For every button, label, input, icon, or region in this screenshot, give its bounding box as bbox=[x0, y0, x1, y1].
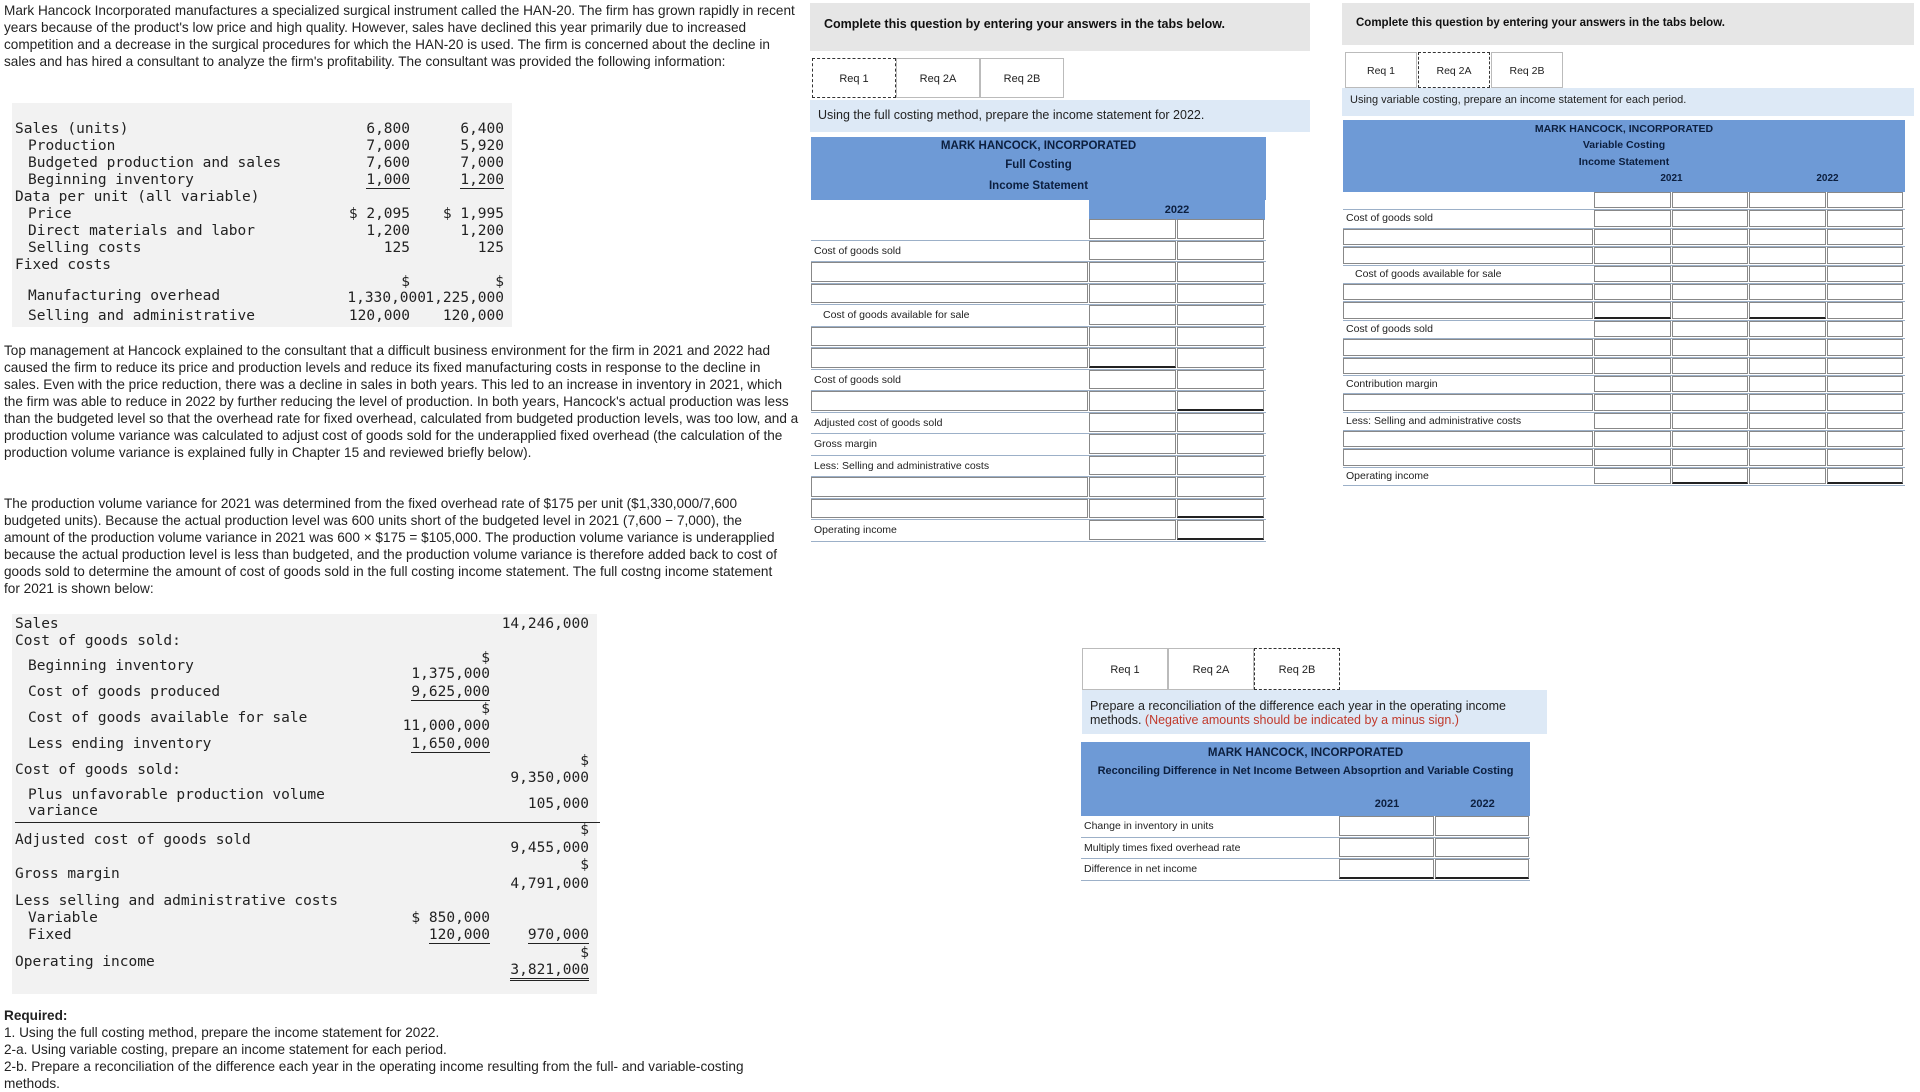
table-row bbox=[811, 348, 1266, 370]
amount-input[interactable] bbox=[1594, 266, 1671, 282]
amount-input[interactable] bbox=[1089, 284, 1176, 304]
amount-input[interactable] bbox=[1177, 305, 1264, 325]
amount-input[interactable] bbox=[1672, 376, 1748, 392]
panel2-banner: Complete this question by entering your answers in the tabs below. bbox=[1342, 3, 1914, 45]
row-label: Difference in net income bbox=[1081, 859, 1338, 879]
amount-input[interactable] bbox=[1827, 449, 1903, 465]
amount-input[interactable] bbox=[1672, 413, 1748, 429]
amount-input[interactable] bbox=[1827, 210, 1903, 226]
amount-input[interactable] bbox=[1594, 413, 1671, 429]
account-select[interactable] bbox=[1343, 431, 1593, 447]
panel1-instruction: Using the full costing method, prepare the income statement for 2022. bbox=[810, 100, 1310, 132]
req1-text: 1. Using the full costing method, prepare the income statement for 2022. bbox=[4, 1025, 440, 1040]
amount-input[interactable] bbox=[1672, 449, 1748, 465]
amount-input[interactable] bbox=[1339, 816, 1434, 836]
amount-input[interactable] bbox=[1594, 284, 1671, 300]
amount-input[interactable] bbox=[1827, 376, 1903, 392]
table-row bbox=[1343, 229, 1905, 247]
amount-input[interactable] bbox=[1089, 499, 1176, 519]
table-row bbox=[811, 434, 1266, 456]
account-select[interactable] bbox=[1343, 358, 1593, 374]
amount-input[interactable] bbox=[1672, 266, 1748, 282]
table-row bbox=[1343, 192, 1905, 210]
panel2-company: MARK HANCOCK, INCORPORATED bbox=[1534, 123, 1714, 135]
amount-input[interactable] bbox=[1749, 394, 1826, 410]
panel1-statement: Income Statement bbox=[988, 180, 1089, 192]
amount-input[interactable] bbox=[1089, 391, 1176, 411]
amount-input[interactable] bbox=[1177, 327, 1264, 347]
table-row bbox=[1343, 302, 1905, 320]
amount-input[interactable] bbox=[1089, 219, 1176, 239]
row-label: Less: Selling and administrative costs bbox=[811, 456, 1088, 476]
table-row bbox=[811, 219, 1266, 241]
table-row bbox=[1081, 816, 1530, 838]
amount-input[interactable] bbox=[1827, 321, 1903, 337]
amount-input[interactable] bbox=[1827, 266, 1903, 282]
amount-input[interactable] bbox=[1749, 284, 1826, 300]
row-label: Cost of goods available for sale bbox=[1343, 266, 1593, 282]
account-select[interactable] bbox=[1343, 339, 1593, 355]
amount-input[interactable] bbox=[1594, 339, 1671, 355]
account-select[interactable] bbox=[811, 284, 1088, 304]
table-row bbox=[1343, 284, 1905, 302]
amount-input[interactable] bbox=[1672, 358, 1748, 374]
panel2-tab-req2a[interactable]: Req 2A bbox=[1418, 52, 1490, 88]
panel1-rows bbox=[811, 219, 1266, 542]
amount-input[interactable] bbox=[1339, 838, 1434, 858]
panel1-company: MARK HANCOCK, INCORPORATED bbox=[940, 140, 1137, 152]
amount-input[interactable] bbox=[1827, 229, 1903, 245]
panel3-company: MARK HANCOCK, INCORPORATED bbox=[1207, 747, 1404, 759]
amount-input[interactable] bbox=[1749, 192, 1826, 208]
amount-input[interactable] bbox=[1177, 262, 1264, 282]
required-title: Required: bbox=[4, 1008, 68, 1023]
panel2-statement: Income Statement bbox=[1578, 156, 1670, 168]
data-table: Sales (units) 6,800 6,400 Production 7,000 5,920 Budgeted production and sales 7,600 7,000 Beginning inventory 1,000 1,200 Data per unit (all variable) Price $ 2,095 $ 1,995 Direct materials and labor 1,200 1,200 Selling costs 125 125 Fixed costs Manufacturing overhead $ $ 1,330,000 1,225,000 Selling and administrative 120,000 120,000 bbox=[15, 121, 504, 324]
amount-input[interactable] bbox=[1177, 370, 1264, 390]
account-select[interactable] bbox=[811, 499, 1088, 519]
row-label: Less: Selling and administrative costs bbox=[1343, 413, 1593, 429]
table-row bbox=[1343, 376, 1905, 394]
row-label bbox=[811, 219, 1088, 239]
amount-input[interactable] bbox=[1827, 247, 1903, 263]
account-select[interactable] bbox=[1343, 449, 1593, 465]
row-label: Cost of goods sold bbox=[1343, 321, 1593, 337]
panel2-year-2021: 2021 bbox=[1660, 173, 1683, 184]
amount-input[interactable] bbox=[1827, 431, 1903, 447]
amount-input[interactable] bbox=[1827, 358, 1903, 374]
amount-input[interactable] bbox=[1672, 339, 1748, 355]
amount-input[interactable] bbox=[1672, 468, 1748, 484]
amount-input[interactable] bbox=[1177, 241, 1264, 261]
amount-input[interactable] bbox=[1089, 477, 1176, 497]
row-label bbox=[1343, 192, 1593, 208]
problem-para2: Top management at Hancock explained to the consultant that a difficult business environment for the firm in 2021 and 2022 had caused the firm to reduce its price and production levels and reduce its fixed manufacturing costs in response to the decline in sales. Even with the price reduction, there was a decline in sales in both years. This led to an increase in inventory in 2021, which the firm was able to reduce in 2022 by further reducing the level of production. In both years, Hancock's actual production was less than the budgeted level so that the overhead rate for fixed overhead, calculated from budgeted production levels, was too low, and a production volume variance was calculated to adjust cost of goods sold for the underapplied fixed overhead (the calculation of the production volume variance is explained fully in Chapter 15 and reviewed briefly below). bbox=[4, 343, 799, 460]
amount-input[interactable] bbox=[1089, 413, 1176, 433]
panel2-year-2022: 2022 bbox=[1816, 173, 1839, 184]
amount-input[interactable] bbox=[1749, 431, 1826, 447]
table-row bbox=[1081, 838, 1530, 860]
table-row bbox=[1343, 449, 1905, 467]
panel1-method: Full Costing bbox=[1005, 159, 1072, 171]
amount-input[interactable] bbox=[1089, 241, 1176, 261]
required-section bbox=[4, 1007, 784, 1092]
table-row bbox=[1343, 468, 1905, 486]
table-row bbox=[811, 305, 1266, 327]
table-row bbox=[811, 241, 1266, 263]
amount-input[interactable] bbox=[1672, 302, 1748, 318]
panel2-tab-req2b[interactable]: Req 2B bbox=[1491, 52, 1563, 88]
row-label: Sales (units) bbox=[15, 121, 129, 137]
account-select[interactable] bbox=[1343, 284, 1593, 300]
income-statement-2021: Sales 14,246,000 Cost of goods sold: $ Beginning inventory 1,375,000 Cost of goods produced 9,625,000 $ Cost of goods available for sale 11,000,000 Less ending inventory 1,650,000 Cost of goods sold: $ 9,350,000 Plus unfavorable production volume variance 105,000 $ Adjusted cost of goods sold 9,455,000 $ Gross margin 4,791,000 Less selling and administrative costs Variable $ 850,000 Fixed 120,000 970,000 $ Operating income 3,821,000 bbox=[15, 614, 595, 994]
account-select[interactable] bbox=[811, 327, 1088, 347]
panel1-tab-req1[interactable]: Req 1 bbox=[812, 58, 896, 98]
amount-input[interactable] bbox=[1177, 434, 1264, 454]
account-select[interactable] bbox=[811, 348, 1088, 368]
amount-input[interactable] bbox=[1672, 284, 1748, 300]
amount-input[interactable] bbox=[1594, 468, 1671, 484]
amount-input[interactable] bbox=[1672, 210, 1748, 226]
amount-input[interactable] bbox=[1749, 321, 1826, 337]
amount-input[interactable] bbox=[1177, 413, 1264, 433]
row-label: Cost of goods sold bbox=[811, 241, 1088, 261]
panel1-tab-req2a[interactable]: Req 2A bbox=[896, 58, 980, 98]
amount-input[interactable] bbox=[1435, 816, 1529, 836]
panel2-rows bbox=[1343, 192, 1905, 486]
panel3-year-2021: 2021 bbox=[1374, 798, 1400, 810]
amount-input[interactable] bbox=[1827, 192, 1903, 208]
panel3-instruction: Prepare a reconciliation of the difference each year in the operating income methods. (Negative amounts should be indicated by a minus sign.) bbox=[1090, 699, 1506, 727]
table-row bbox=[1343, 413, 1905, 431]
row-label: Gross margin bbox=[811, 434, 1088, 454]
panel2-method: Variable Costing bbox=[1582, 139, 1666, 151]
row-label: Cost of goods sold bbox=[1343, 210, 1593, 226]
table-row bbox=[811, 284, 1266, 306]
amount-input[interactable] bbox=[1827, 302, 1903, 318]
panel3-header bbox=[1081, 742, 1530, 816]
table-row bbox=[1343, 394, 1905, 412]
row-label: Multiply times fixed overhead rate bbox=[1081, 838, 1338, 858]
req2b-text: 2-b. Prepare a reconciliation of the difference each year in the operating income resulting from the full- and variable-costing methods. bbox=[4, 1059, 744, 1091]
account-select[interactable] bbox=[811, 262, 1088, 282]
row-label: Cost of goods available for sale bbox=[811, 305, 1088, 325]
amount-input[interactable] bbox=[1672, 247, 1748, 263]
amount-input[interactable] bbox=[1089, 370, 1176, 390]
amount-input[interactable] bbox=[1672, 229, 1748, 245]
amount-input[interactable] bbox=[1749, 229, 1826, 245]
amount-input[interactable] bbox=[1339, 859, 1434, 879]
amount-input[interactable] bbox=[1177, 219, 1264, 239]
amount-input[interactable] bbox=[1749, 358, 1826, 374]
table-row bbox=[1343, 266, 1905, 284]
panel3-tab-req2a[interactable]: Req 2A bbox=[1168, 648, 1254, 690]
table-row bbox=[1343, 210, 1905, 228]
account-select[interactable] bbox=[1343, 302, 1593, 318]
amount-input[interactable] bbox=[1749, 247, 1826, 263]
amount-input[interactable] bbox=[1827, 413, 1903, 429]
table-row bbox=[1343, 431, 1905, 449]
amount-input[interactable] bbox=[1594, 229, 1671, 245]
amount-input[interactable] bbox=[1827, 284, 1903, 300]
amount-input[interactable] bbox=[1594, 394, 1671, 410]
req2a-text: 2-a. Using variable costing, prepare an income statement for each period. bbox=[4, 1042, 447, 1057]
amount-input[interactable] bbox=[1749, 339, 1826, 355]
row-label: Change in inventory in units bbox=[1081, 816, 1338, 836]
amount-input[interactable] bbox=[1594, 247, 1671, 263]
amount-input[interactable] bbox=[1177, 477, 1264, 497]
amount-input[interactable] bbox=[1089, 520, 1176, 540]
amount-input[interactable] bbox=[1594, 449, 1671, 465]
amount-input[interactable] bbox=[1177, 499, 1264, 519]
row-label: Cost of goods sold bbox=[811, 370, 1088, 390]
amount-input[interactable] bbox=[1749, 413, 1826, 429]
table-row bbox=[811, 262, 1266, 284]
table-row bbox=[1343, 339, 1905, 357]
amount-input[interactable] bbox=[1177, 456, 1264, 476]
table-row bbox=[811, 413, 1266, 435]
amount-input[interactable] bbox=[1177, 284, 1264, 304]
table-row bbox=[1081, 859, 1530, 881]
amount-input[interactable] bbox=[1435, 838, 1529, 858]
amount-input[interactable] bbox=[1089, 305, 1176, 325]
table-row bbox=[811, 520, 1266, 542]
account-select[interactable] bbox=[811, 391, 1088, 411]
amount-input[interactable] bbox=[1749, 302, 1826, 318]
amount-input[interactable] bbox=[1749, 266, 1826, 282]
amount-input[interactable] bbox=[1089, 434, 1176, 454]
account-select[interactable] bbox=[1343, 247, 1593, 263]
panel3-title: Reconciling Difference in Net Income Between Absoprtion and Variable Costing bbox=[1097, 765, 1514, 777]
row-label: Operating income bbox=[1343, 468, 1593, 484]
amount-input[interactable] bbox=[1672, 192, 1748, 208]
row-label: Contribution margin bbox=[1343, 376, 1593, 392]
problem-para3: The production volume variance for 2021 was determined from the fixed overhead rate of $175 per unit ($1,330,000/7,600 budgeted units). Because the actual production level was 600 units short of the budgeted level in 2021 (7,600 − 7,000), the amount of the production volume variance in 2021 was 600 × $175 = $105,000. The production volume variance is underapplied because the actual production level is less than budgeted, and the production volume variance is therefore added back to cost of goods sold to determine the amount of cost of goods sold in the full costing income statement. The full costng income statement for 2021 is shown below: bbox=[4, 496, 778, 596]
amount-input[interactable] bbox=[1089, 327, 1176, 347]
panel3-tab-req2b[interactable]: Req 2B bbox=[1254, 648, 1340, 690]
table-row bbox=[811, 391, 1266, 413]
amount-input[interactable] bbox=[1749, 376, 1826, 392]
table-row bbox=[811, 499, 1266, 521]
panel3-tab-req1[interactable]: Req 1 bbox=[1082, 648, 1168, 690]
amount-input[interactable] bbox=[1594, 358, 1671, 374]
amount-input[interactable] bbox=[1594, 302, 1671, 318]
amount-input[interactable] bbox=[1672, 431, 1748, 447]
table-row bbox=[1343, 247, 1905, 265]
amount-input[interactable] bbox=[1177, 391, 1264, 411]
table-row bbox=[811, 327, 1266, 349]
table-row bbox=[1343, 358, 1905, 376]
amount-input[interactable] bbox=[1672, 321, 1748, 337]
amount-input[interactable] bbox=[1672, 394, 1748, 410]
amount-input[interactable] bbox=[1435, 859, 1529, 879]
amount-input[interactable] bbox=[1594, 321, 1671, 337]
amount-input[interactable] bbox=[1749, 468, 1826, 484]
panel2-header bbox=[1343, 120, 1905, 192]
amount-input[interactable] bbox=[1089, 456, 1176, 476]
panel2-tab-req1[interactable]: Req 1 bbox=[1345, 52, 1417, 88]
table-row bbox=[811, 456, 1266, 478]
panel2-instruction: Using variable costing, prepare an income statement for each period. bbox=[1342, 88, 1914, 116]
amount-input[interactable] bbox=[1594, 431, 1671, 447]
amount-input[interactable] bbox=[1827, 468, 1903, 484]
problem-intro: Mark Hancock Incorporated manufactures a specialized surgical instrument called the HAN-20. The firm has grown rapidly in recent years because of the product's low price and high quality. However, sales have declined this year primarily due to increased competition and a decrease in the surgical procedures for which the HAN-20 is used. The firm is concerned about the decline in sales and has hired a consultant to analyze the firm's profitability. The consultant was provided the following information: bbox=[4, 3, 795, 69]
amount-input[interactable] bbox=[1749, 210, 1826, 226]
panel1-tab-req2b[interactable]: Req 2B bbox=[980, 58, 1064, 98]
amount-input[interactable] bbox=[1594, 192, 1671, 208]
panel1-year: 2022 bbox=[1089, 200, 1265, 220]
amount-input[interactable] bbox=[1749, 449, 1826, 465]
amount-input[interactable] bbox=[1594, 210, 1671, 226]
table-row bbox=[811, 370, 1266, 392]
amount-input[interactable] bbox=[1827, 394, 1903, 410]
amount-input[interactable] bbox=[1177, 348, 1264, 368]
table-row bbox=[811, 477, 1266, 499]
amount-input[interactable] bbox=[1089, 262, 1176, 282]
row-label: Operating income bbox=[811, 520, 1088, 540]
account-select[interactable] bbox=[1343, 394, 1593, 410]
panel1-banner: Complete this question by entering your answers in the tabs below. bbox=[810, 3, 1310, 51]
amount-input[interactable] bbox=[1827, 339, 1903, 355]
amount-input[interactable] bbox=[1177, 520, 1264, 540]
panel3-rows bbox=[1081, 816, 1530, 881]
amount-input[interactable] bbox=[1594, 376, 1671, 392]
panel3-year-2022: 2022 bbox=[1470, 798, 1495, 810]
account-select[interactable] bbox=[811, 477, 1088, 497]
row-label: Adjusted cost of goods sold bbox=[811, 413, 1088, 433]
amount-input[interactable] bbox=[1089, 348, 1176, 368]
account-select[interactable] bbox=[1343, 229, 1593, 245]
table-row bbox=[1343, 321, 1905, 339]
